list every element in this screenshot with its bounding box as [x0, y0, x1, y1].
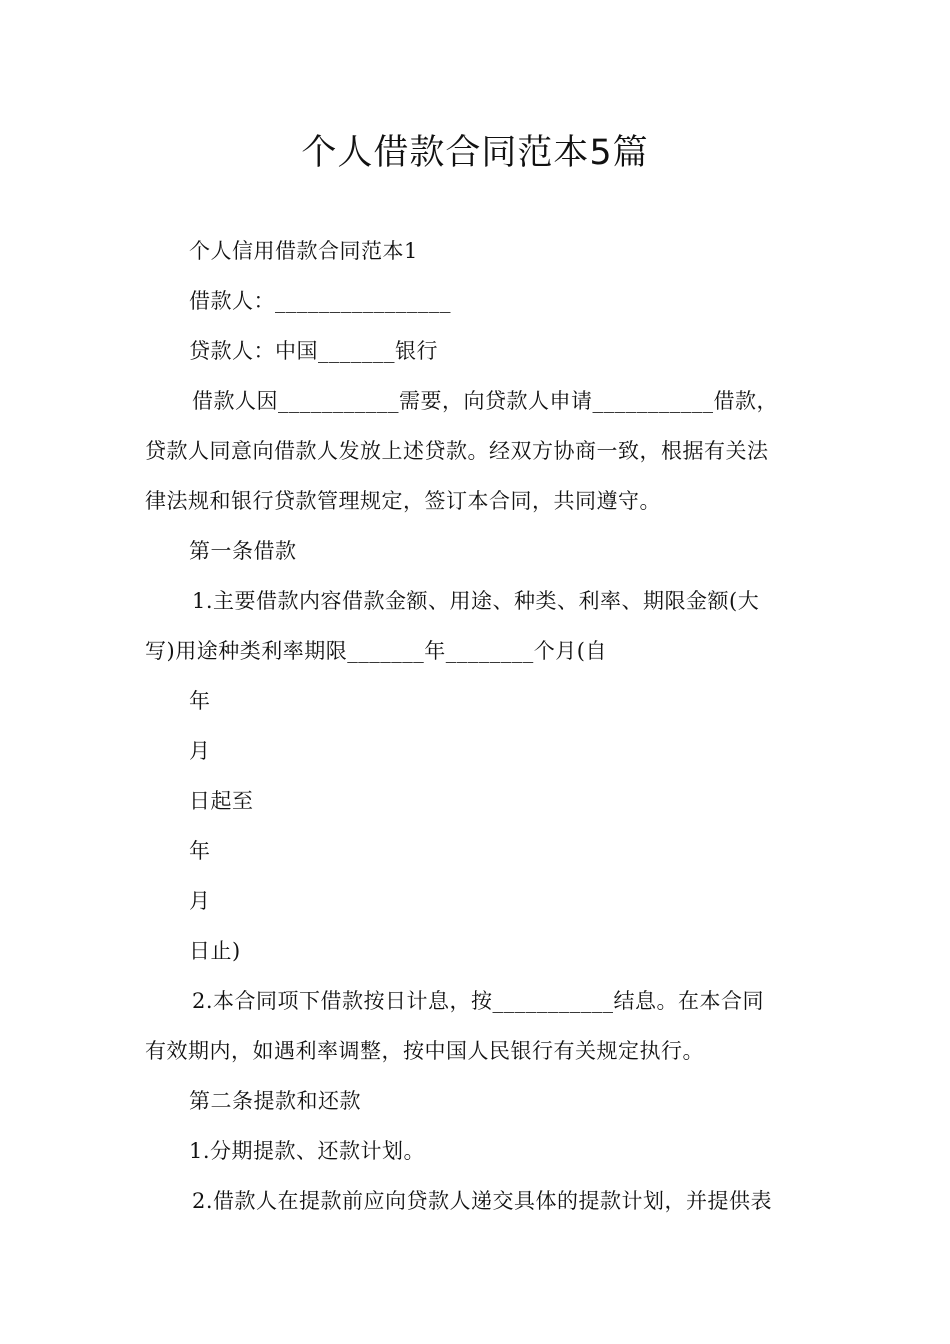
borrower-line: 借款人：________________ — [189, 289, 451, 313]
paragraph-line: 借款人因___________需要，向贷款人申请___________借款， — [192, 389, 778, 413]
document-title: 个人借款合同范本5篇 — [301, 133, 649, 173]
lender-line: 贷款人：中国_______银行 — [189, 339, 438, 363]
section-heading: 个人信用借款合同范本1 — [189, 239, 418, 263]
date-fragment: 年 — [189, 689, 211, 713]
paragraph-line: 有效期内，如遇利率调整，按中国人民银行有关规定执行。 — [145, 1039, 704, 1063]
paragraph-line: 1.分期提款、还款计划。 — [189, 1139, 426, 1163]
date-fragment: 月 — [189, 889, 211, 913]
date-fragment: 年 — [189, 839, 211, 863]
date-fragment: 月 — [189, 739, 211, 763]
paragraph-line: 写)用途种类利率期限_______年________个月(自 — [145, 639, 607, 663]
article-heading: 第一条借款 — [189, 539, 297, 563]
paragraph-line: 2.本合同项下借款按日计息，按___________结息。在本合同 — [192, 989, 765, 1013]
paragraph-line: 1.主要借款内容借款金额、用途、种类、利率、期限金额(大 — [192, 589, 760, 613]
paragraph-line: 贷款人同意向借款人发放上述贷款。经双方协商一致，根据有关法 — [145, 439, 769, 463]
paragraph-line: 律法规和银行贷款管理规定，签订本合同，共同遵守。 — [145, 489, 661, 513]
date-fragment: 日止) — [189, 939, 241, 963]
date-fragment: 日起至 — [189, 789, 254, 813]
paragraph-line: 2.借款人在提款前应向贷款人递交具体的提款计划，并提供表 — [192, 1189, 773, 1213]
article-heading: 第二条提款和还款 — [189, 1089, 361, 1113]
